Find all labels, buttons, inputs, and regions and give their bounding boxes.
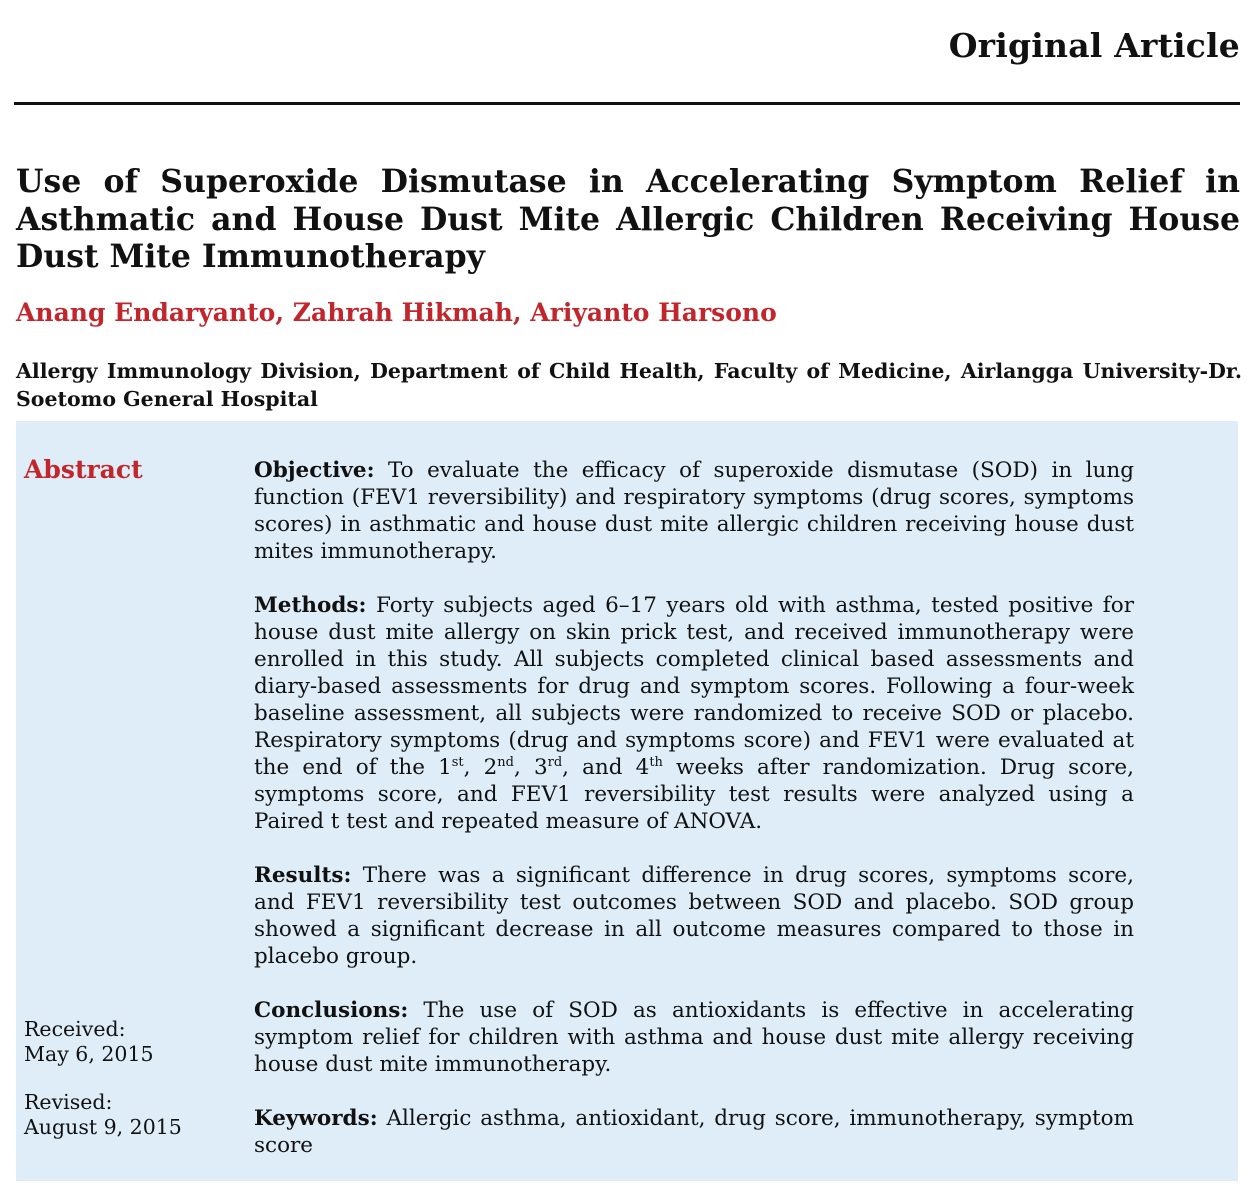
methods-sup-1: st	[451, 754, 464, 770]
received-label: Received:	[24, 1017, 126, 1041]
abstract-keywords	[254, 1105, 1134, 1159]
methods-sup-2: nd	[497, 754, 514, 770]
results-label: Results:	[254, 863, 352, 888]
abstract-body	[254, 457, 1134, 1186]
methods-text-1: Forty subjects aged 6–17 years old with asthma, tested positive for house dust mite allergy on skin prick test, and received immunotherapy were enrolled in this study. All subjects completed clinical based assessments and diary-based assessments for drug and symptom scores. Following a four-week baseline assessment, all subjects were randomized to receive SOD or placebo. Respiratory symptoms (drug and symptoms score) and FEV1 were evaluated at the end of the 1	[254, 593, 1134, 780]
article-dates	[24, 1017, 182, 1163]
conclusions-label: Conclusions:	[254, 998, 409, 1023]
conclusions-text: The use of SOD as antioxidants is effective in accelerating symptom relief for children with asthma and house dust mite allergy receiving house dust mite immunotherapy.	[254, 998, 1134, 1077]
article-type-label: Original Article	[948, 26, 1240, 65]
abstract-results	[254, 862, 1134, 970]
methods-sup-4: th	[649, 754, 663, 770]
abstract-heading: Abstract	[24, 455, 143, 484]
author-affiliation: Allergy Immunology Division, Department of Child Health, Faculty of Medicine, Airlangga University-Dr. Soetomo General Hospital	[16, 359, 1242, 411]
revised-date-block	[24, 1090, 182, 1139]
header-divider	[14, 102, 1240, 105]
objective-label: Objective:	[254, 458, 375, 483]
received-date-block	[24, 1017, 182, 1066]
methods-label: Methods:	[254, 593, 367, 618]
methods-text-4: , and 4	[562, 755, 650, 780]
results-text: There was a significant difference in drug scores, symptoms score, and FEV1 reversibility test outcomes between SOD and placebo. SOD group showed a significant decrease in all outcome measures compared to those in placebo group.	[254, 863, 1134, 969]
author-list: Anang Endaryanto, Zahrah Hikmah, Ariyanto Harsono	[16, 298, 777, 327]
revised-label: Revised:	[24, 1090, 113, 1114]
methods-text-2: , 2	[463, 755, 498, 780]
abstract-panel	[16, 421, 1238, 1181]
keywords-text: Allergic asthma, antioxidant, drug score, immunotherapy, symptom score	[254, 1106, 1134, 1158]
objective-text: To evaluate the efficacy of superoxide dismutase (SOD) in lung function (FEV1 reversibility) and respiratory symptoms (drug scores, symptoms scores) in asthmatic and house dust mite allergic children receiving house dust mites immunotherapy.	[254, 458, 1134, 564]
methods-sup-3: rd	[547, 754, 563, 770]
methods-text-3: , 3	[514, 755, 548, 780]
keywords-label: Keywords:	[254, 1106, 378, 1131]
article-title: Use of Superoxide Dismutase in Accelerating Symptom Relief in Asthmatic and House Dust Mite Allergic Children Receiving House Dust Mite Immunotherapy	[16, 163, 1240, 275]
revised-date: August 9, 2015	[24, 1114, 182, 1139]
received-date: May 6, 2015	[24, 1041, 154, 1066]
abstract-methods	[254, 592, 1134, 835]
abstract-objective	[254, 457, 1134, 565]
abstract-conclusions	[254, 997, 1134, 1078]
methods-text-5: weeks after randomization. Drug score, symptoms score, and FEV1 reversibility test results were analyzed using a Paired t test and repeated measure of ANOVA.	[254, 755, 1134, 834]
